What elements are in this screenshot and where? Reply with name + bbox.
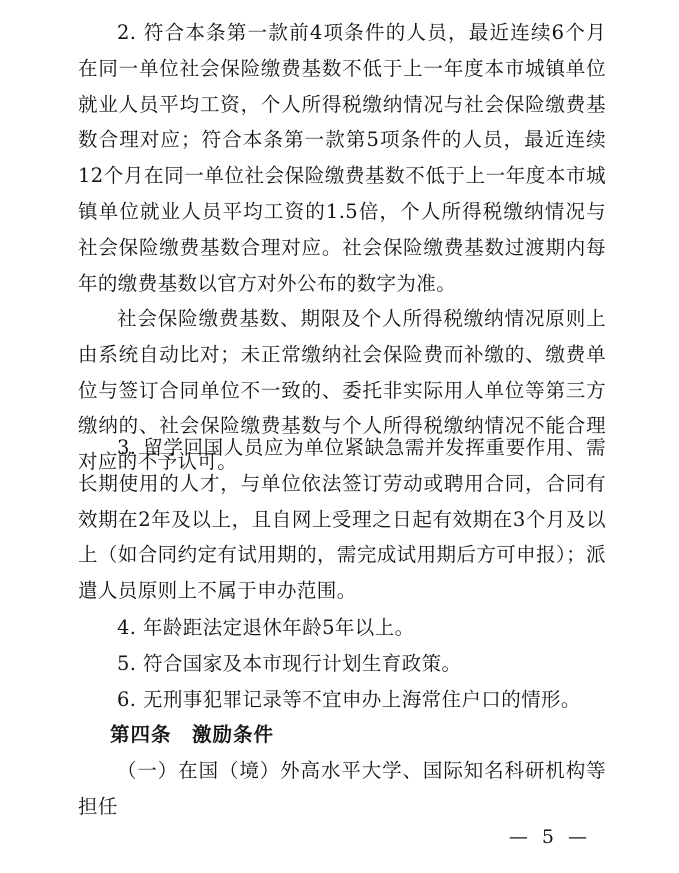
paragraph-condition-5: 5. 符合国家及本市现行计划生育政策。 (117, 652, 462, 675)
paragraph-incentive-1: （一）在国（境）外高水平大学、国际知名科研机构等担任 (78, 759, 606, 818)
paragraph-condition-3: 3. 留学回国人员应为单位紧缺急需并发挥重要作用、需长期使用的人才，与单位依法签订劳动或聘用合同，合同有效期在2年及以上，且自网上受理之日起有效期在3个月及以上（如合同约定有试用期的，需完成试用期后方可申报）；派遣人员原则上不属于申办范围。 (78, 436, 606, 603)
paragraph-condition-4: 4. 年龄距法定退休年龄5年以上。 (117, 616, 415, 639)
paragraph-condition-6: 6. 无刑事犯罪记录等不宜申办上海常住户口的情形。 (117, 688, 581, 711)
section-heading: 第四条 激励条件 (110, 723, 275, 746)
paragraph-verification-rule: 社会保险缴费基数、期限及个人所得税缴纳情况原则上由系统自动比对；未正常缴纳社会保险费而补缴的、缴费单位与签订合同单位不一致的、委托非实际用人单位等第三方缴纳的、社会保险缴费基数与个人所得税缴纳情况不能合理对应的不予认可。 (78, 307, 606, 474)
paragraph-condition-2: 2. 符合本条第一款前4项条件的人员，最近连续6个月在同一单位社会保险缴费基数不低于上一年度本市城镇单位就业人员平均工资，个人所得税缴纳情况与社会保险缴费基数合理对应；符合本条第一款第5项条件的人员，最近连续12个月在同一单位社会保险缴费基数不低于上一年度本市城镇单位就业人员平均工资的1.5倍，个人所得税缴纳情况与社会保险缴费基数合理对应。社会保险缴费基数过渡期内每年的缴费基数以官方对外公布的数字为准。 (78, 21, 606, 295)
page-number: — 5 — (508, 826, 591, 848)
